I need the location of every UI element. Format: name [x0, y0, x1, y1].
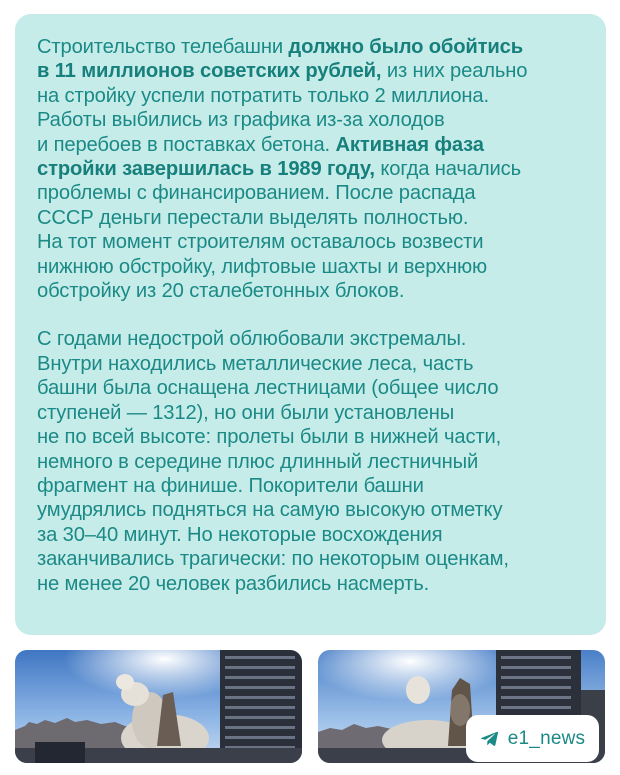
paragraph-1	[37, 35, 586, 303]
bold-text: Активная фаза	[335, 133, 484, 156]
text-line	[37, 279, 586, 303]
text-line	[37, 59, 586, 83]
text-line	[37, 376, 586, 400]
text-line	[37, 35, 586, 59]
text-line	[37, 84, 586, 108]
paragraph-2	[37, 327, 586, 595]
text-segment: за 30–40 минут. Но некоторые восхождения	[37, 523, 443, 546]
text-segment: СССР деньги перестали выделять полностью.	[37, 206, 469, 229]
text-segment: умудрялись подняться на самую высокую отметку	[37, 499, 503, 522]
text-line	[37, 157, 586, 181]
text-segment: на стройку успели потратить только 2 миллиона.	[37, 84, 489, 107]
text-segment: и перебоев в поставках бетона.	[37, 133, 336, 156]
channel-handle: e1_news	[507, 727, 586, 749]
text-line	[37, 206, 586, 230]
bold-text: должно было обойтись	[288, 36, 524, 58]
text-segment: проблемы с финансированием. После распада	[37, 182, 476, 205]
text-segment: С годами недострой облюбовали экстремалы.	[37, 328, 467, 351]
text-line	[37, 523, 586, 547]
bold-text: стройки завершилась в 1989 году,	[37, 158, 375, 181]
text-line	[37, 108, 586, 132]
text-line	[37, 498, 586, 522]
text-segment: заканчивались трагически: по некоторым оценкам,	[37, 548, 509, 571]
text-line	[37, 230, 586, 254]
text-line	[37, 327, 586, 351]
text-segment: обстройку из 20 сталебетонных блоков.	[37, 280, 405, 303]
text-segment: немного в середине плюс длинный лестничный	[37, 450, 479, 473]
text-line	[37, 425, 586, 449]
text-segment: ступеней — 1312), но они были установлены	[37, 401, 455, 424]
text-line	[37, 450, 586, 474]
text-line	[37, 401, 586, 425]
text-segment: из них реально	[381, 60, 528, 83]
text-segment: когда начались	[374, 158, 521, 181]
e1-news-badge[interactable]	[466, 715, 599, 762]
text-line	[37, 474, 586, 498]
text-line	[37, 181, 586, 205]
text-line	[37, 255, 586, 279]
text-segment: Работы выбились из графика из-за холодов	[37, 109, 445, 132]
text-line	[37, 352, 586, 376]
demolition-photo-1[interactable]	[15, 650, 302, 763]
text-segment: башни была оснащена лестницами (общее число	[37, 377, 499, 400]
text-line	[37, 133, 586, 157]
text-segment: Строительство телебашни	[37, 36, 289, 58]
text-segment: не по всей высоте: пролеты были в нижней части,	[37, 426, 502, 449]
text-segment: не менее 20 человек разбились насмерть.	[37, 572, 430, 595]
text-segment: фрагмент на финише. Покорители башни	[37, 474, 424, 497]
text-segment: Внутри находились металлические леса, часть	[37, 352, 474, 375]
text-line	[37, 572, 586, 596]
text-segment: На тот момент строителям оставалось возвести	[37, 231, 484, 254]
text-card	[15, 14, 606, 635]
demolition-photo-1-image	[15, 650, 302, 763]
telegram-icon	[480, 729, 499, 748]
text-segment: нижнюю обстройку, лифтовые шахты и верхнюю	[37, 255, 487, 278]
bold-text: в 11 миллионов советских рублей,	[37, 60, 382, 83]
text-line	[37, 547, 586, 571]
